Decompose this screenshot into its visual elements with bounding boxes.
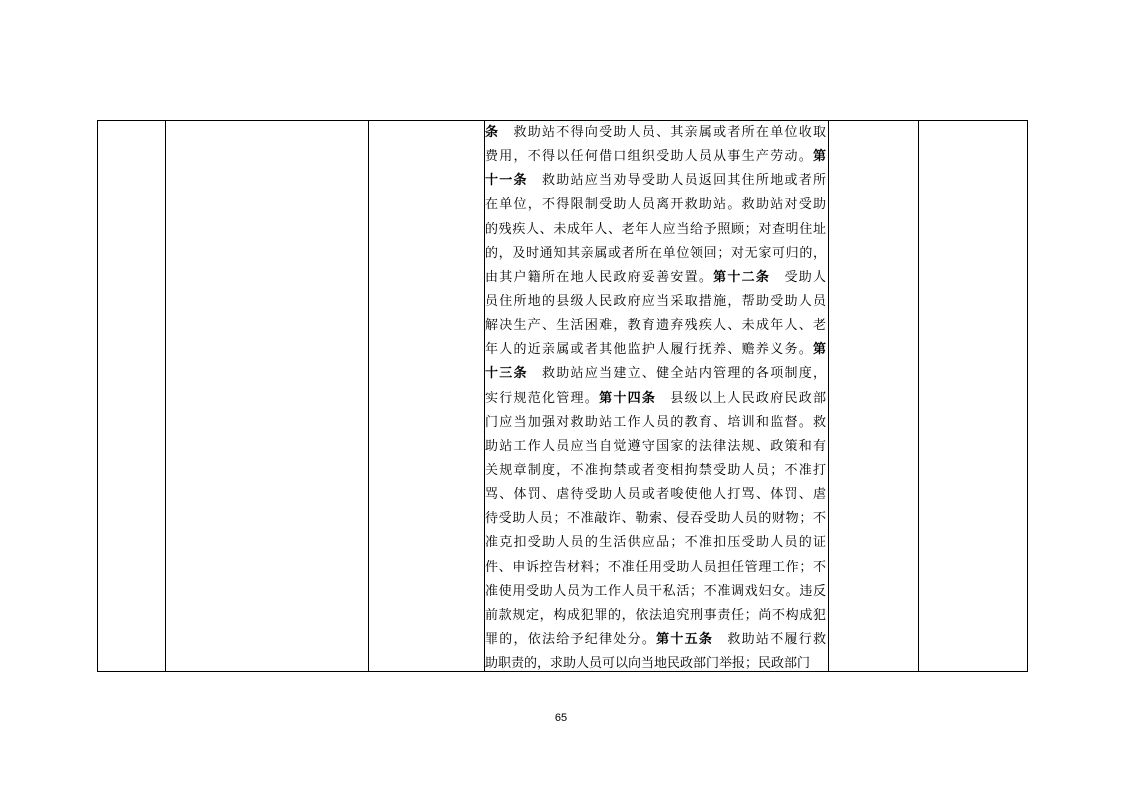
text-segment: 助职责的，求助人员可以向当地民政部门举报；民政部门 [485,656,811,671]
article-number: 第十五条 [656,631,714,647]
column-divider [165,121,166,671]
text-line [485,362,828,386]
text-line [485,483,828,507]
text-segment: 的残疾人、未成年人、老年人应当给予照顾；对查明住址 [485,221,826,237]
text-line [485,121,828,145]
text-segment: 救助站不得向受助人员、其亲属或者所在单位收取 [499,125,826,140]
regulation-text-cell [485,121,828,671]
text-segment: 关规章制度，不准拘禁或者变相拘禁受助人员；不准打 [485,462,826,478]
text-line [485,628,828,652]
text-line [485,411,828,435]
text-segment: 由其户籍所在地人民政府妥善安置。 [485,269,714,285]
text-line [485,652,828,671]
text-segment: 门应当加强对救助站工作人员的教育、培训和监督。救 [485,414,826,430]
article-number: 第十四条 [599,390,657,406]
text-line [485,531,828,555]
text-segment: 费用，不得以任何借口组织受助人员从事生产劳动。 [485,149,813,165]
text-segment: 救助站应当建立、健全站内管理的各项制度， [527,366,826,382]
article-number: 第 [812,149,826,165]
text-segment: 待受助人员；不准敲诈、勒索、侵吞受助人员的财物；不 [485,511,826,527]
text-segment: 受助人 [770,269,826,285]
text-segment: 准克扣受助人员的生活供应品；不准扣压受助人员的证 [485,535,826,551]
column-divider [368,121,369,671]
text-line [485,459,828,483]
text-line [485,387,828,411]
text-line [485,314,828,338]
text-segment: 前款规定，构成犯罪的，依法追究刑事责任；尚不构成犯 [485,607,826,623]
text-segment: 年人的近亲属或者其他监护人履行抚养、赡养义务。 [485,342,813,358]
text-line [485,507,828,531]
article-number: 第 [812,342,826,358]
article-number: 条 [485,125,500,140]
text-line [485,218,828,242]
text-segment: 准使用受助人员为工作人员干私活；不准调戏妇女。违反 [485,583,826,599]
text-segment: 在单位，不得限制受助人员离开救助站。救助站对受助 [485,197,826,213]
text-segment: 救助站应当劝导受助人员返回其住所地或者所 [527,173,826,189]
text-line [485,338,828,362]
text-line [485,242,828,266]
text-segment: 员住所地的县级人民政府应当采取措施，帮助受助人员 [485,293,826,309]
text-segment: 助站工作人员应当自觉遵守国家的法律法规、政策和有 [485,438,826,454]
text-line [485,580,828,604]
table-grid [97,120,1028,672]
text-line [485,145,828,169]
column-divider [918,121,919,671]
article-number: 十三条 [485,366,528,382]
text-line [485,604,828,628]
column-divider [828,121,829,671]
text-segment: 救助站不履行救 [713,631,826,647]
text-segment: 解决生产、生活困难，教育遗弃残疾人、未成年人、老 [485,318,826,334]
text-segment: 罪的，依法给予纪律处分。 [485,631,657,647]
text-segment: 县级以上人民政府民政部 [656,390,826,406]
text-line [485,169,828,193]
text-line [485,193,828,217]
text-line [485,266,828,290]
article-number: 十一条 [485,173,528,189]
text-segment: 件、申诉控告材料；不准任用受助人员担任管理工作；不 [485,559,826,575]
text-segment: 实行规范化管理。 [485,390,600,406]
article-number: 第十二条 [713,269,771,285]
text-segment: 的，及时通知其亲属或者所在单位领回；对无家可归的， [485,245,826,261]
text-line [485,556,828,580]
page-number: 65 [554,712,568,724]
text-line [485,435,828,459]
text-segment: 骂、体罚、虐待受助人员或者唆使他人打骂、体罚、虐 [485,487,826,503]
text-line [485,290,828,314]
